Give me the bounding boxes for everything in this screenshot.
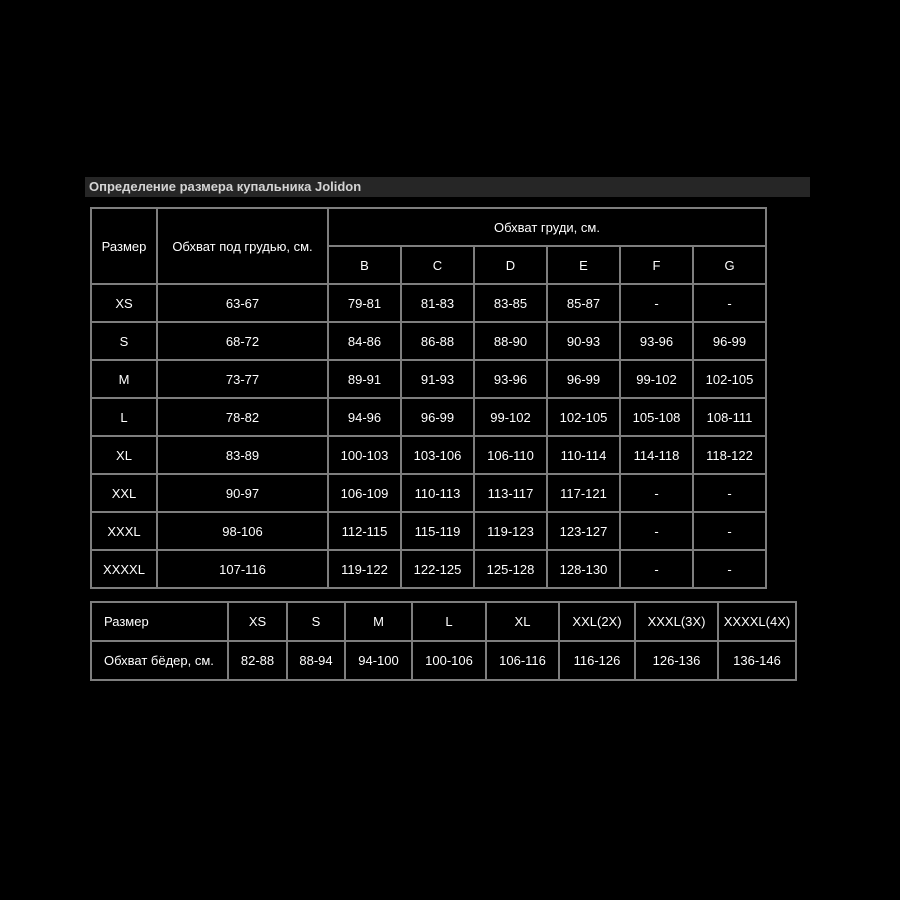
cup-cell: 114-118 xyxy=(620,436,693,474)
hips-size-cell: XXXXL(4X) xyxy=(718,602,796,641)
header-bust: Обхват груди, см. xyxy=(328,208,766,246)
size-cell: XS xyxy=(91,284,157,322)
cup-cell: - xyxy=(620,550,693,588)
cup-cell: - xyxy=(693,474,766,512)
cup-cell: - xyxy=(693,284,766,322)
hips-value-cell: 100-106 xyxy=(412,641,486,680)
size-cell: S xyxy=(91,322,157,360)
table-row xyxy=(91,474,766,512)
table-row xyxy=(91,550,766,588)
cup-cell: 122-125 xyxy=(401,550,474,588)
hips-size-cell: M xyxy=(345,602,412,641)
hips-size-cell: XL xyxy=(486,602,559,641)
cup-cell: 103-106 xyxy=(401,436,474,474)
hips-size-label: Размер xyxy=(91,602,228,641)
hips-value-cell: 88-94 xyxy=(287,641,345,680)
cup-cell: - xyxy=(693,550,766,588)
hips-label: Обхват бёдер, см. xyxy=(91,641,228,680)
cup-cell: 86-88 xyxy=(401,322,474,360)
cup-cell: 94-96 xyxy=(328,398,401,436)
hips-size-table xyxy=(90,601,797,681)
header-size: Размер xyxy=(91,208,157,284)
header-underbust: Обхват под грудью, см. xyxy=(157,208,328,284)
underbust-cell: 78-82 xyxy=(157,398,328,436)
size-cell: XL xyxy=(91,436,157,474)
hips-size-cell: XXL(2X) xyxy=(559,602,635,641)
size-cell: XXXXL xyxy=(91,550,157,588)
size-cell: XXXL xyxy=(91,512,157,550)
cup-cell: 90-93 xyxy=(547,322,620,360)
table-row xyxy=(91,512,766,550)
cup-cell: 112-115 xyxy=(328,512,401,550)
cup-cell: 96-99 xyxy=(547,360,620,398)
cup-cell: 108-111 xyxy=(693,398,766,436)
table-row xyxy=(91,436,766,474)
cup-cell: 100-103 xyxy=(328,436,401,474)
table-row xyxy=(91,322,766,360)
underbust-cell: 63-67 xyxy=(157,284,328,322)
table-row xyxy=(91,360,766,398)
table-row xyxy=(91,284,766,322)
table-header-row xyxy=(91,208,766,246)
header-cup-e: E xyxy=(547,246,620,284)
cup-cell: 106-110 xyxy=(474,436,547,474)
cup-cell: - xyxy=(620,474,693,512)
hips-values-row xyxy=(91,641,796,680)
cup-cell: 102-105 xyxy=(693,360,766,398)
cup-cell: 79-81 xyxy=(328,284,401,322)
cup-cell: 115-119 xyxy=(401,512,474,550)
hips-value-cell: 82-88 xyxy=(228,641,287,680)
table-row xyxy=(91,398,766,436)
cup-cell: 102-105 xyxy=(547,398,620,436)
cup-cell: 110-113 xyxy=(401,474,474,512)
cup-cell: 106-109 xyxy=(328,474,401,512)
size-cell: XXL xyxy=(91,474,157,512)
cup-cell: 105-108 xyxy=(620,398,693,436)
header-cup-b: B xyxy=(328,246,401,284)
cup-cell: 119-122 xyxy=(328,550,401,588)
cup-cell: 99-102 xyxy=(620,360,693,398)
header-cup-d: D xyxy=(474,246,547,284)
hips-size-row xyxy=(91,602,796,641)
hips-size-cell: XS xyxy=(228,602,287,641)
cup-cell: 83-85 xyxy=(474,284,547,322)
hips-value-cell: 106-116 xyxy=(486,641,559,680)
cup-cell: - xyxy=(620,512,693,550)
underbust-cell: 90-97 xyxy=(157,474,328,512)
cup-cell: 99-102 xyxy=(474,398,547,436)
cup-cell: 125-128 xyxy=(474,550,547,588)
hips-value-cell: 116-126 xyxy=(559,641,635,680)
cup-cell: 113-117 xyxy=(474,474,547,512)
underbust-cell: 68-72 xyxy=(157,322,328,360)
cup-cell: 84-86 xyxy=(328,322,401,360)
cup-cell: 117-121 xyxy=(547,474,620,512)
cup-cell: 88-90 xyxy=(474,322,547,360)
underbust-cell: 83-89 xyxy=(157,436,328,474)
underbust-cell: 98-106 xyxy=(157,512,328,550)
underbust-cell: 107-116 xyxy=(157,550,328,588)
size-cell: L xyxy=(91,398,157,436)
hips-size-cell: L xyxy=(412,602,486,641)
cup-cell: 118-122 xyxy=(693,436,766,474)
hips-value-cell: 94-100 xyxy=(345,641,412,680)
cup-cell: 123-127 xyxy=(547,512,620,550)
cup-cell: 93-96 xyxy=(620,322,693,360)
hips-value-cell: 126-136 xyxy=(635,641,718,680)
header-cup-g: G xyxy=(693,246,766,284)
hips-value-cell: 136-146 xyxy=(718,641,796,680)
cup-cell: 128-130 xyxy=(547,550,620,588)
size-cell: M xyxy=(91,360,157,398)
cup-cell: 85-87 xyxy=(547,284,620,322)
cup-cell: 93-96 xyxy=(474,360,547,398)
cup-cell: - xyxy=(620,284,693,322)
hips-size-cell: S xyxy=(287,602,345,641)
header-cup-f: F xyxy=(620,246,693,284)
page-title: Определение размера купальника Jolidon xyxy=(85,177,810,197)
hips-size-cell: XXXL(3X) xyxy=(635,602,718,641)
cup-cell: 110-114 xyxy=(547,436,620,474)
bust-size-table xyxy=(90,207,767,589)
cup-cell: 81-83 xyxy=(401,284,474,322)
underbust-cell: 73-77 xyxy=(157,360,328,398)
cup-cell: 96-99 xyxy=(693,322,766,360)
header-cup-c: C xyxy=(401,246,474,284)
cup-cell: 91-93 xyxy=(401,360,474,398)
cup-cell: 119-123 xyxy=(474,512,547,550)
cup-cell: - xyxy=(693,512,766,550)
cup-cell: 96-99 xyxy=(401,398,474,436)
cup-cell: 89-91 xyxy=(328,360,401,398)
